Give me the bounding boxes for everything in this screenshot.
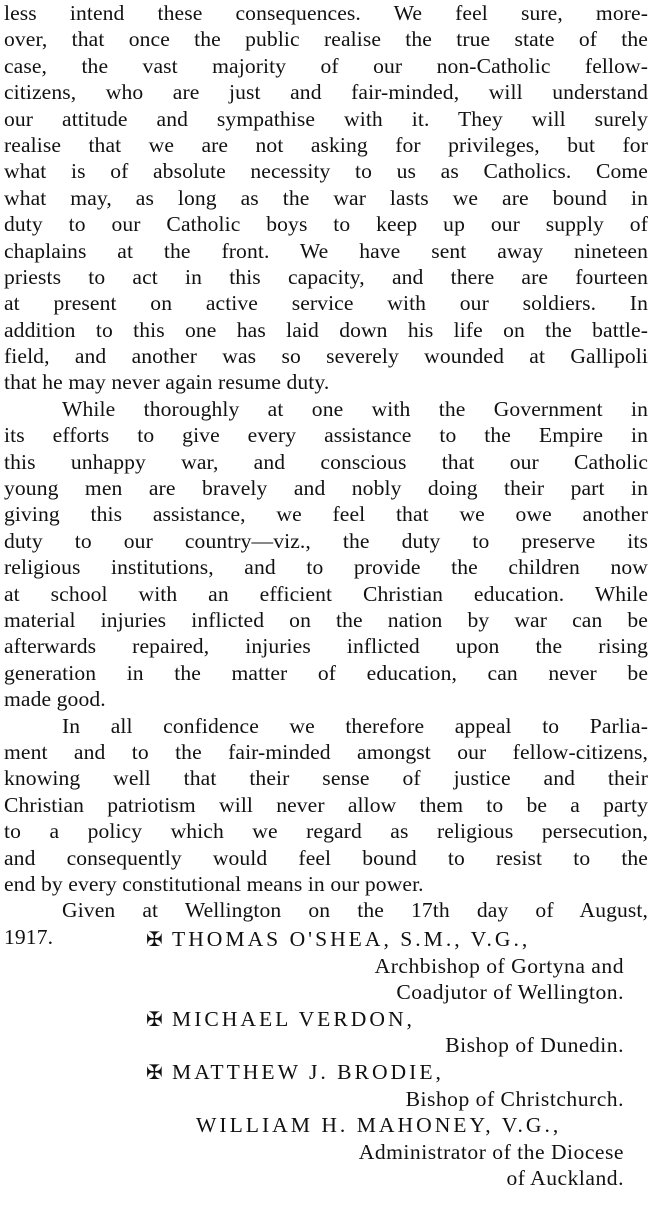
text-line: case, the vast majority of our non-Catholic fellow- bbox=[4, 53, 648, 78]
signatory-name: WILLIAM H. MAHONEY, V.G., bbox=[196, 1113, 562, 1138]
text-line: chaplains at the front. We have sent away nineteen bbox=[4, 238, 648, 263]
signatory-title: Archbishop of Gortyna and bbox=[374, 953, 624, 978]
text-line: its efforts to give every assistance to the Empire in bbox=[4, 423, 648, 448]
text-line: that he may never again resume duty. bbox=[4, 370, 330, 395]
text-line: realise that we are not asking for privileges, but for bbox=[4, 132, 648, 157]
signatory-2-name-line bbox=[0, 1006, 650, 1033]
text-line: over, that once the public realise the true state of the bbox=[4, 27, 648, 52]
signatory-title: of Auckland. bbox=[506, 1166, 624, 1191]
text-line: at present on active service with our soldiers. In bbox=[4, 291, 648, 316]
signatory-title: Bishop of Christchurch. bbox=[405, 1086, 624, 1111]
text-line: what is of absolute necessity to us as Catholics. Come bbox=[4, 159, 648, 184]
text-line: field, and another was so severely wounded at Gallipoli bbox=[4, 344, 648, 369]
signatory-1-name-line bbox=[0, 926, 650, 953]
text-line: afterwards repaired, injuries inflicted upon the rising bbox=[4, 634, 648, 659]
text-line: this unhappy war, and conscious that our Catholic bbox=[4, 449, 648, 474]
signatory-3-name-line bbox=[0, 1059, 650, 1086]
text-line: ment and to the fair-minded amongst our fellow-citizens, bbox=[4, 739, 648, 764]
text-line: giving this assistance, we feel that we owe another bbox=[4, 502, 648, 527]
signatory-4-name-line bbox=[0, 1112, 650, 1139]
cross-icon: ✠ bbox=[146, 1061, 164, 1084]
text-line: made good. bbox=[4, 687, 106, 712]
text-line: Christian patriotism will never allow them to be a party bbox=[4, 792, 648, 817]
text-line: citizens, who are just and fair-minded, will understand bbox=[4, 80, 648, 105]
text-line: generation in the matter of education, can never be bbox=[4, 660, 648, 685]
paragraph-start-line: In all confidence we therefore appeal to Parlia- bbox=[62, 713, 648, 738]
signatory-name: MICHAEL VERDON, bbox=[172, 1006, 415, 1031]
text-line: religious institutions, and to provide the children now bbox=[4, 555, 648, 580]
dateline: Given at Wellington on the 17th day of August, bbox=[62, 898, 648, 923]
text-line: duty to our Catholic boys to keep up our supply of bbox=[4, 212, 648, 237]
text-line: material injuries inflicted on the nation by war can be bbox=[4, 607, 648, 632]
text-line: less intend these consequences. We feel sure, more- bbox=[4, 1, 648, 25]
text-line: young men are bravely and nobly doing their part in bbox=[4, 476, 648, 501]
text-line: end by every constitutional means in our power. bbox=[4, 871, 424, 896]
cross-icon: ✠ bbox=[146, 929, 164, 951]
text-line: our attitude and sympathise with it. They will surely bbox=[4, 106, 648, 131]
body-text bbox=[4, 0, 648, 950]
dateline-year: 1917. bbox=[4, 924, 54, 949]
cross-icon: ✠ bbox=[146, 1008, 164, 1031]
text-line: duty to our country—viz., the duty to preserve its bbox=[4, 528, 648, 553]
text-line: at school with an efficient Christian education. While bbox=[4, 581, 648, 606]
signatory-title: Administrator of the Diocese bbox=[358, 1139, 624, 1164]
text-line: priests to act in this capacity, and there are fourteen bbox=[4, 264, 648, 289]
text-line: knowing well that their sense of justice and their bbox=[4, 766, 648, 791]
signatories bbox=[0, 926, 650, 1192]
text-line: and consequently would feel bound to resist to the bbox=[4, 845, 648, 870]
signatory-name: THOMAS O'SHEA, S.M., V.G., bbox=[172, 927, 531, 951]
text-line: addition to this one has laid down his life on the battle- bbox=[4, 317, 648, 342]
text-line: what may, as long as the war lasts we are bound in bbox=[4, 185, 648, 210]
signatory-name: MATTHEW J. BRODIE, bbox=[172, 1059, 444, 1084]
signatory-title: Bishop of Dunedin. bbox=[445, 1033, 624, 1058]
signatory-title: Coadjutor of Wellington. bbox=[396, 980, 624, 1005]
paragraph-start-line: While thoroughly at one with the Government in bbox=[62, 396, 648, 421]
text-line: to a policy which we regard as religious persecution, bbox=[4, 819, 648, 844]
